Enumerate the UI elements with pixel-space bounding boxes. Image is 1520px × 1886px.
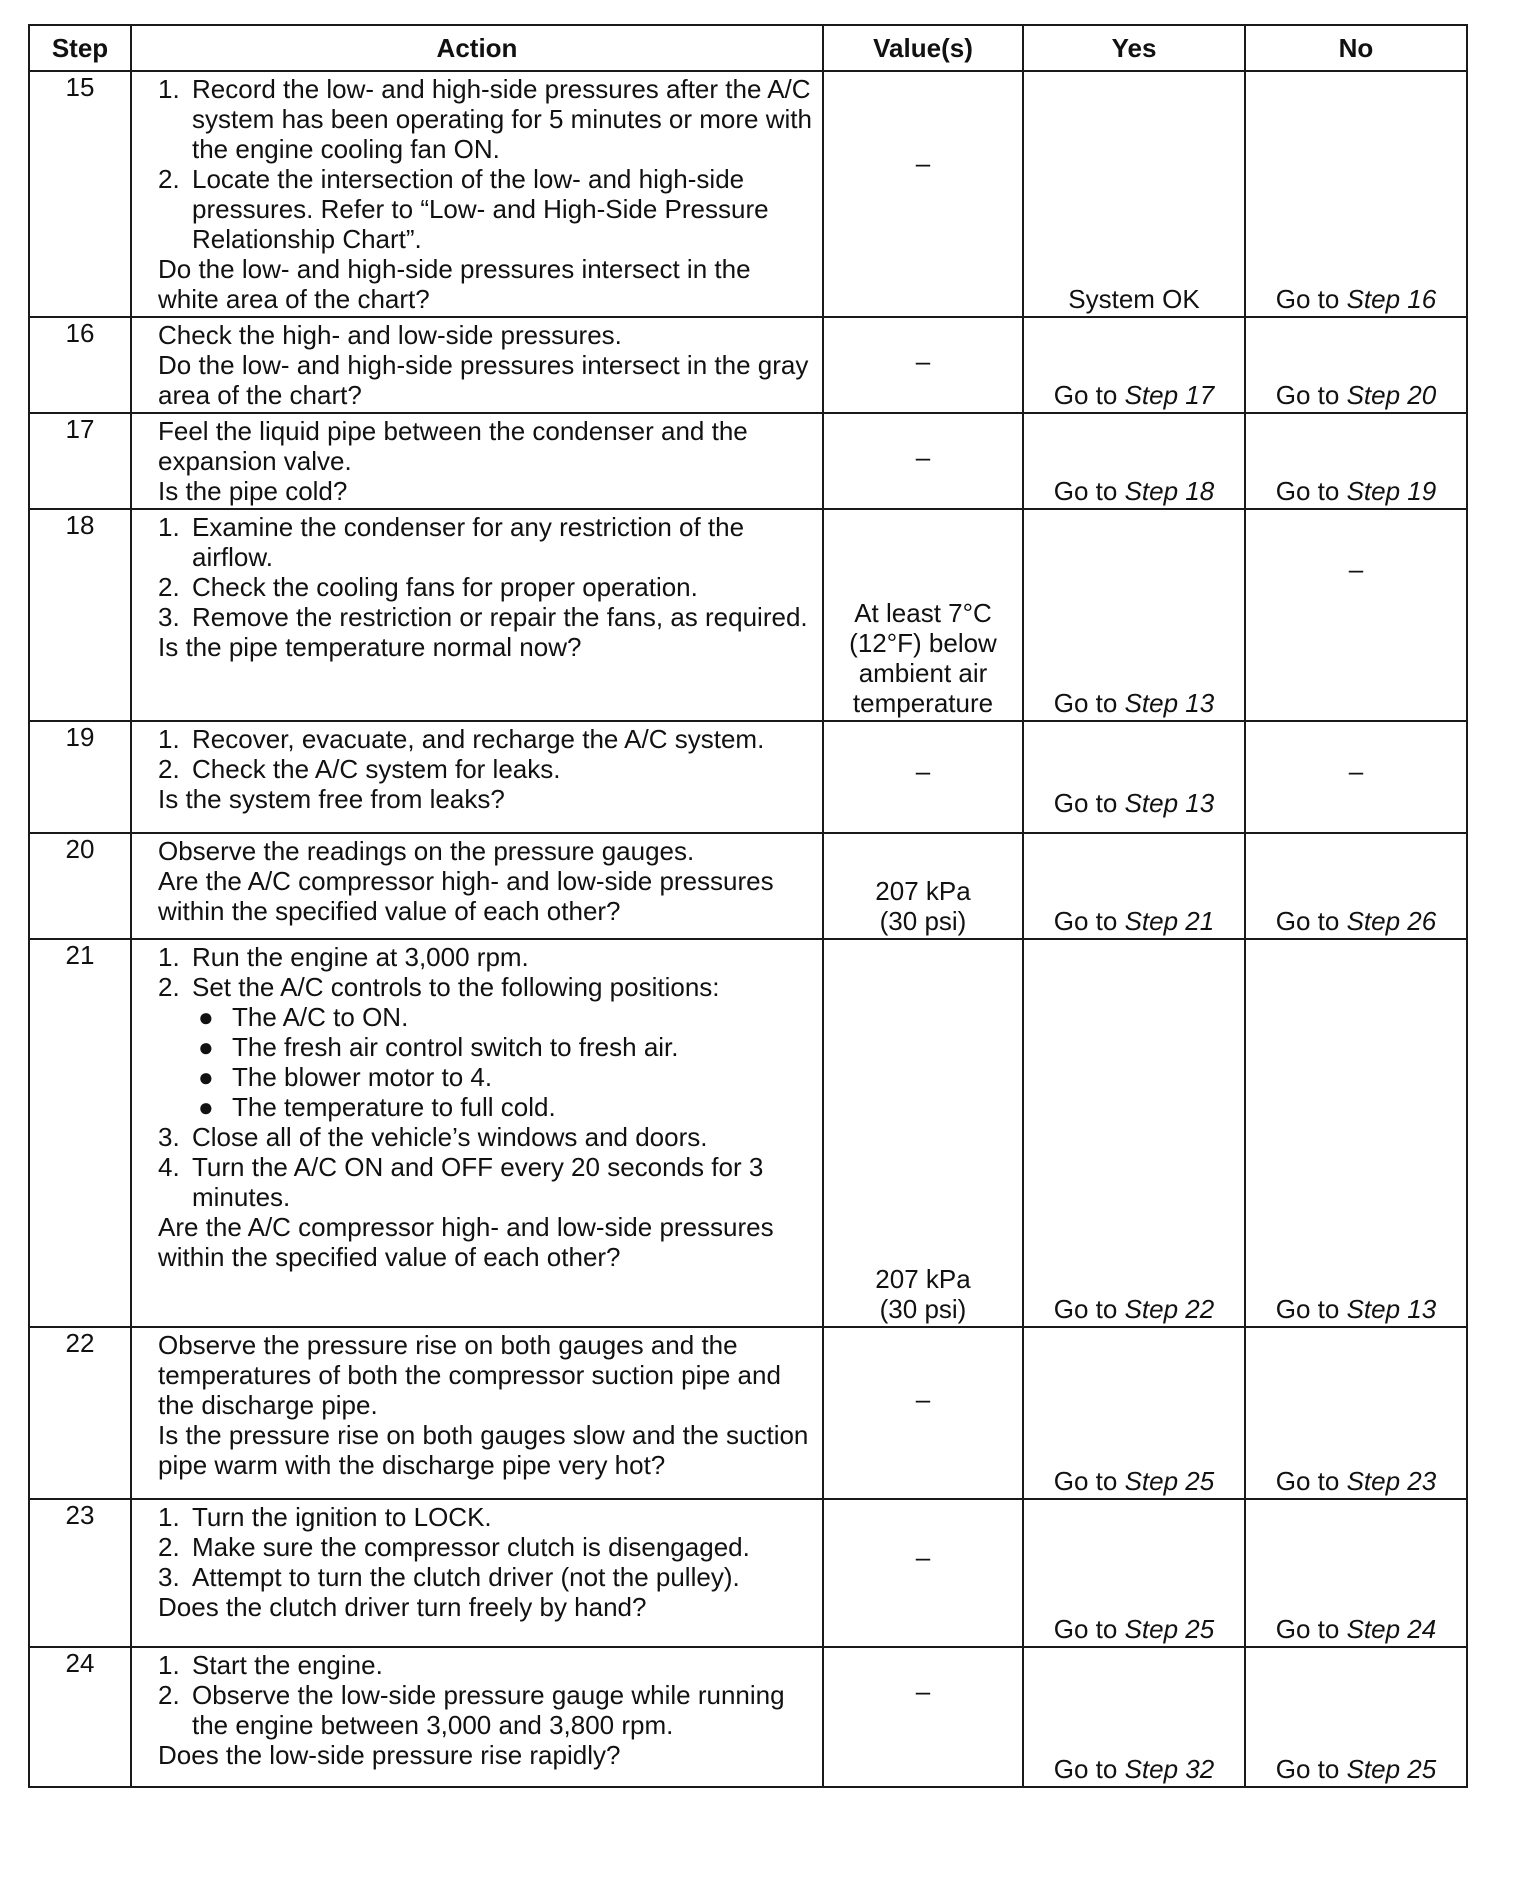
yes-cell: Go to Step 21 bbox=[1023, 833, 1245, 939]
bullet-item: The fresh air control switch to fresh air. bbox=[232, 1032, 679, 1062]
step-link: Step 24 bbox=[1346, 1614, 1437, 1644]
action-cell: 1. Start the engine. 2. Observe the low-side pressure gauge while running the engine between 3,000 and 3,800 rpm. Does the low-side pressure rise rapidly? bbox=[131, 1647, 823, 1787]
action-line: Check the high- and low-side pressures. bbox=[158, 320, 622, 350]
action-cell: 1. Run the engine at 3,000 rpm. 2. Set the A/C controls to the following positions: ● The A/C to ON. ● The fresh air control switch to fresh air. ● The blower motor to 4. ● The temperature to full cold. 3. Close all of the vehicle’s windows and doors. 4. Turn the A/C ON and OFF every 20 seconds for 3 minutes. Are the A/C compressor high- and low-side pressures within the specified value of each other? bbox=[131, 939, 823, 1327]
action-question: Are the A/C compressor high- and low-side pressures within the specified value of each other? bbox=[158, 1212, 774, 1272]
value-cell: – bbox=[823, 413, 1023, 509]
step-link: Step 13 bbox=[1346, 1294, 1437, 1324]
step-number: 15 bbox=[29, 71, 131, 317]
value-line: (30 psi) bbox=[879, 1294, 967, 1324]
step-number: 17 bbox=[29, 413, 131, 509]
action-item: Set the A/C controls to the following positions: bbox=[192, 972, 720, 1002]
no-cell: Go to Step 13 bbox=[1245, 939, 1467, 1327]
value-cell: – bbox=[823, 1327, 1023, 1499]
step-number: 23 bbox=[29, 1499, 131, 1647]
step-link: Step 25 bbox=[1124, 1466, 1215, 1496]
step-number: 20 bbox=[29, 833, 131, 939]
step-link: Step 23 bbox=[1346, 1466, 1437, 1496]
header-row bbox=[29, 25, 1467, 71]
step-link: Step 17 bbox=[1124, 380, 1215, 410]
step-link: Step 22 bbox=[1124, 1294, 1215, 1324]
action-cell bbox=[131, 833, 823, 939]
bullet-item: The temperature to full cold. bbox=[232, 1092, 556, 1122]
header-step: Step bbox=[29, 25, 131, 71]
action-item: Check the cooling fans for proper operation. bbox=[192, 572, 698, 602]
table-row bbox=[29, 317, 1467, 413]
value-line: 207 kPa bbox=[875, 876, 971, 906]
step-number: 22 bbox=[29, 1327, 131, 1499]
step-number: 16 bbox=[29, 317, 131, 413]
value-line: At least 7°C bbox=[854, 598, 992, 628]
yes-cell: Go to Step 22 bbox=[1023, 939, 1245, 1327]
no-cell: – bbox=[1245, 721, 1467, 833]
action-question: Does the low-side pressure rise rapidly? bbox=[158, 1740, 621, 1770]
value-cell bbox=[823, 509, 1023, 721]
yes-cell: Go to Step 13 bbox=[1023, 721, 1245, 833]
value-cell bbox=[823, 833, 1023, 939]
value-cell: – bbox=[823, 1647, 1023, 1787]
action-cell bbox=[131, 317, 823, 413]
yes-cell: Go to Step 25 bbox=[1023, 1327, 1245, 1499]
action-item: Attempt to turn the clutch driver (not the pulley). bbox=[192, 1562, 740, 1592]
bullet-icon: ● bbox=[198, 1032, 214, 1062]
action-cell: 1. Examine the condenser for any restriction of the airflow. 2. Check the cooling fans for proper operation. 3. Remove the restriction or repair the fans, as required. Is the pipe temperature normal now? bbox=[131, 509, 823, 721]
step-number: 21 bbox=[29, 939, 131, 1327]
action-line: Observe the pressure rise on both gauges and the temperatures of both the compressor suction pipe and the discharge pipe. bbox=[158, 1330, 781, 1420]
table-row bbox=[29, 1327, 1467, 1499]
no-cell: Go to Step 20 bbox=[1245, 317, 1467, 413]
action-question: Is the system free from leaks? bbox=[158, 784, 505, 814]
step-link: Step 16 bbox=[1346, 284, 1437, 314]
action-question: Do the low- and high-side pressures intersect in the gray area of the chart? bbox=[158, 350, 809, 410]
table-row bbox=[29, 1499, 1467, 1647]
table-row bbox=[29, 721, 1467, 833]
value-line: (30 psi) bbox=[879, 906, 967, 936]
action-item: Observe the low-side pressure gauge while running the engine between 3,000 and 3,800 rpm. bbox=[192, 1680, 785, 1740]
step-link: Step 26 bbox=[1346, 906, 1437, 936]
diagnostic-table bbox=[28, 24, 1468, 1788]
action-cell: 1. Recover, evacuate, and recharge the A/C system. 2. Check the A/C system for leaks. Is the system free from leaks? bbox=[131, 721, 823, 833]
step-number: 19 bbox=[29, 721, 131, 833]
action-line: Feel the liquid pipe between the condenser and the expansion valve. bbox=[158, 416, 748, 476]
yes-cell bbox=[1023, 71, 1245, 317]
action-item: Record the low- and high-side pressures after the A/C system has been operating for 5 minutes or more with the engine cooling fan ON. bbox=[192, 74, 812, 164]
value-line: 207 kPa bbox=[875, 1264, 971, 1294]
action-item: Check the A/C system for leaks. bbox=[192, 754, 561, 784]
action-cell bbox=[131, 413, 823, 509]
bullet-icon: ● bbox=[198, 1092, 214, 1122]
action-question: Are the A/C compressor high- and low-side pressures within the specified value of each other? bbox=[158, 866, 774, 926]
action-question: Is the pressure rise on both gauges slow and the suction pipe warm with the discharge pipe very hot? bbox=[158, 1420, 809, 1480]
action-item: Locate the intersection of the low- and high-side pressures. Refer to “Low- and High-Side Pressure Relationship Chart”. bbox=[192, 164, 769, 254]
action-cell bbox=[131, 1327, 823, 1499]
step-link: Step 13 bbox=[1124, 688, 1215, 718]
no-cell: Go to Step 26 bbox=[1245, 833, 1467, 939]
action-line: Observe the readings on the pressure gauges. bbox=[158, 836, 695, 866]
yes-cell: Go to Step 18 bbox=[1023, 413, 1245, 509]
action-question: Is the pipe cold? bbox=[158, 476, 348, 506]
header-values: Value(s) bbox=[823, 25, 1023, 71]
action-question: Does the clutch driver turn freely by hand? bbox=[158, 1592, 647, 1622]
bullet-item: The blower motor to 4. bbox=[232, 1062, 493, 1092]
value-cell: – bbox=[823, 1499, 1023, 1647]
step-link: Step 13 bbox=[1124, 788, 1215, 818]
yes-cell: Go to Step 13 bbox=[1023, 509, 1245, 721]
table-row bbox=[29, 71, 1467, 317]
action-item: Start the engine. bbox=[192, 1650, 383, 1680]
header-no: No bbox=[1245, 25, 1467, 71]
action-cell: 1. Record the low- and high-side pressures after the A/C system has been operating for 5 minutes or more with the engine cooling fan ON. 2. Locate the intersection of the low- and high-side pressures. Refer to “Low- and High-Side Pressure Relationship Chart”. Do the low- and high-side pressures intersect in the white area of the chart? bbox=[131, 71, 823, 317]
no-cell: Go to Step 23 bbox=[1245, 1327, 1467, 1499]
action-cell: 1. Turn the ignition to LOCK. 2. Make sure the compressor clutch is disengaged. 3. Attempt to turn the clutch driver (not the pulley). Does the clutch driver turn freely by hand? bbox=[131, 1499, 823, 1647]
no-cell: Go to Step 19 bbox=[1245, 413, 1467, 509]
action-item: Turn the A/C ON and OFF every 20 seconds for 3 minutes. bbox=[192, 1152, 764, 1212]
yes-cell: Go to Step 17 bbox=[1023, 317, 1245, 413]
action-item: Make sure the compressor clutch is disengaged. bbox=[192, 1532, 750, 1562]
step-link: Step 25 bbox=[1346, 1754, 1437, 1784]
yes-result: System OK bbox=[1068, 284, 1200, 314]
step-link: Step 18 bbox=[1124, 476, 1215, 506]
header-yes: Yes bbox=[1023, 25, 1245, 71]
step-link: Step 20 bbox=[1346, 380, 1437, 410]
no-cell: Go to Step 25 bbox=[1245, 1647, 1467, 1787]
value-line: (12°F) below bbox=[849, 628, 997, 658]
no-cell: Go to Step 24 bbox=[1245, 1499, 1467, 1647]
action-item: Turn the ignition to LOCK. bbox=[192, 1502, 492, 1532]
value-cell: – bbox=[823, 317, 1023, 413]
action-question: Is the pipe temperature normal now? bbox=[158, 632, 582, 662]
step-link: Step 32 bbox=[1124, 1754, 1215, 1784]
step-link: Step 25 bbox=[1124, 1614, 1215, 1644]
yes-cell: Go to Step 32 bbox=[1023, 1647, 1245, 1787]
table-row bbox=[29, 413, 1467, 509]
value-line: temperature bbox=[852, 688, 994, 718]
step-number: 24 bbox=[29, 1647, 131, 1787]
action-item: Recover, evacuate, and recharge the A/C system. bbox=[192, 724, 765, 754]
step-link: Step 19 bbox=[1346, 476, 1437, 506]
action-item: Remove the restriction or repair the fans, as required. bbox=[192, 602, 808, 632]
table-row bbox=[29, 939, 1467, 1327]
table-row bbox=[29, 1647, 1467, 1787]
step-link: Step 21 bbox=[1124, 906, 1215, 936]
value-cell bbox=[823, 939, 1023, 1327]
bullet-item: The A/C to ON. bbox=[232, 1002, 409, 1032]
table-row bbox=[29, 833, 1467, 939]
value-cell: – bbox=[823, 721, 1023, 833]
no-cell: – bbox=[1245, 509, 1467, 721]
action-item: Run the engine at 3,000 rpm. bbox=[192, 942, 529, 972]
value-line: ambient air bbox=[858, 658, 988, 688]
value-cell: – bbox=[823, 71, 1023, 317]
table-row bbox=[29, 509, 1467, 721]
header-action: Action bbox=[131, 25, 823, 71]
action-item: Close all of the vehicle’s windows and doors. bbox=[192, 1122, 708, 1152]
yes-cell: Go to Step 25 bbox=[1023, 1499, 1245, 1647]
action-question: Do the low- and high-side pressures intersect in the white area of the chart? bbox=[158, 254, 751, 314]
bullet-icon: ● bbox=[198, 1002, 214, 1032]
no-cell: Go to Step 16 bbox=[1245, 71, 1467, 317]
bullet-icon: ● bbox=[198, 1062, 214, 1092]
action-item: Examine the condenser for any restriction of the airflow. bbox=[192, 512, 745, 572]
step-number: 18 bbox=[29, 509, 131, 721]
